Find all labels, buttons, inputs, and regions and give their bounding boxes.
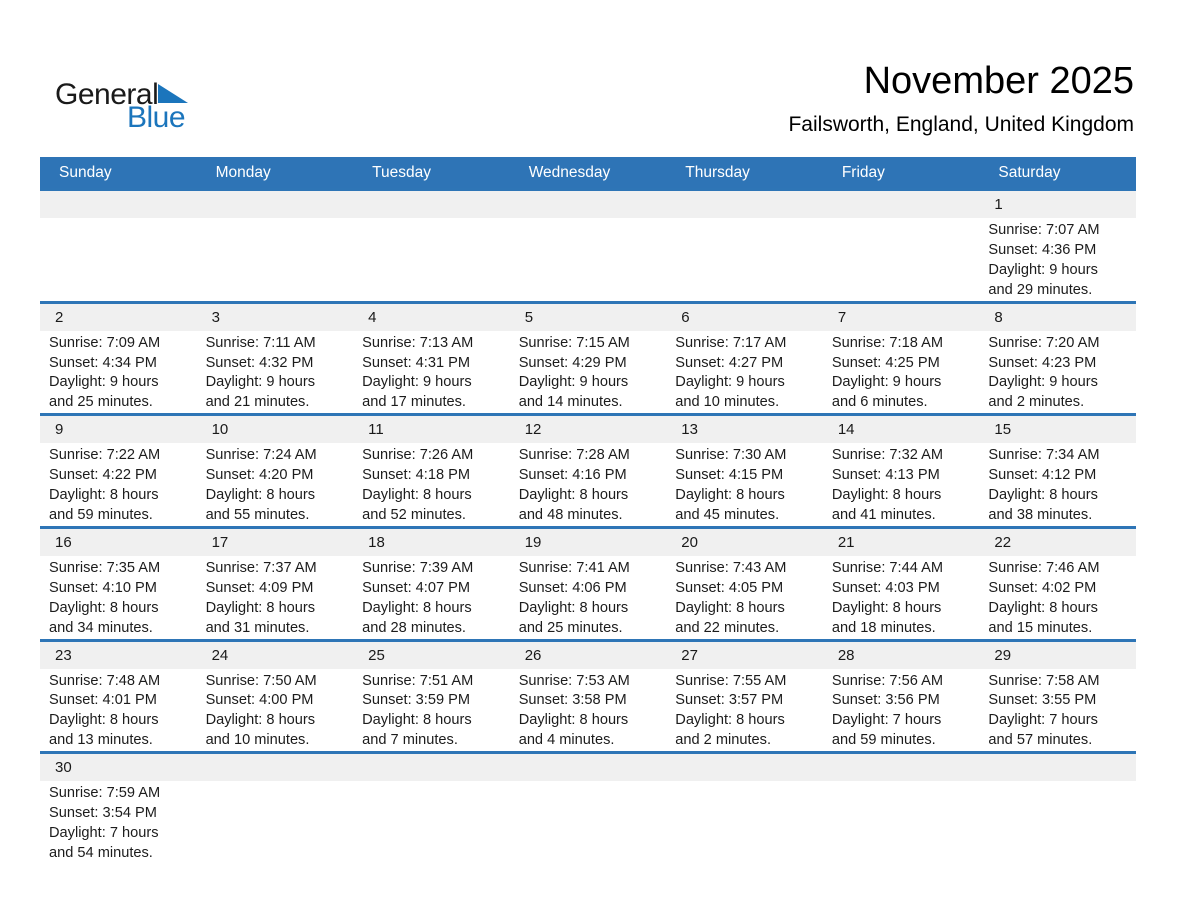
daylight-line-1: Daylight: 7 hours [49,824,159,841]
day-details [40,669,197,752]
day-number: 10 [211,421,229,439]
day-number: 22 [994,533,1012,551]
day-number-band [510,754,667,781]
day-details [510,443,667,526]
daylight-line-2: and 18 minutes. [831,619,936,636]
daylight-line-2: and 59 minutes. [831,732,936,749]
day-number-band [197,191,354,218]
day-number-band [40,416,197,443]
calendar-empty-cell [40,191,197,301]
calendar-day-cell [510,416,667,526]
daylight-line-2: and 10 minutes. [675,394,780,411]
weekday-wednesday: Wednesday [528,163,611,181]
daylight-line-1: Daylight: 9 hours [988,374,1098,391]
sunset-line: Sunset: 4:00 PM [205,692,314,709]
sunrise-line: Sunrise: 7:37 AM [205,559,317,576]
day-number-band [823,529,980,556]
sunrise-line: Sunrise: 7:30 AM [675,447,787,464]
sunset-line: Sunset: 4:01 PM [49,692,157,709]
sunrise-line: Sunrise: 7:17 AM [675,334,787,351]
sunset-line: Sunset: 4:18 PM [362,467,471,484]
sunset-line: Sunset: 4:36 PM [988,241,1097,258]
sunrise-line: Sunrise: 7:15 AM [518,334,630,351]
day-details [40,443,197,526]
day-number-band [353,754,510,781]
sunset-line: Sunset: 4:07 PM [362,579,471,596]
sunset-line: Sunset: 4:03 PM [831,579,940,596]
day-number: 6 [681,308,690,326]
sunrise-line: Sunrise: 7:58 AM [988,672,1100,689]
day-details [979,331,1136,414]
sunrise-line: Sunrise: 7:44 AM [831,559,943,576]
daylight-line-1: Daylight: 8 hours [362,599,472,616]
day-number-band [823,191,980,218]
calendar-empty-cell [353,191,510,301]
day-details [40,331,197,414]
sunrise-line: Sunrise: 7:07 AM [988,222,1100,238]
day-details [510,669,667,752]
day-number-band [979,754,1136,781]
day-details [197,331,354,414]
day-number-band [823,642,980,669]
day-number: 30 [55,759,72,777]
daylight-line-2: and 48 minutes. [518,506,623,523]
sunset-line: Sunset: 4:13 PM [831,467,940,484]
weekday-header [40,157,1136,188]
day-number-band [510,529,667,556]
day-number: 13 [681,421,698,439]
daylight-line-1: Daylight: 9 hours [831,374,942,391]
sunset-line: Sunset: 4:31 PM [362,354,471,371]
daylight-line-1: Daylight: 8 hours [49,712,159,729]
day-number-band [40,642,197,669]
sunrise-line: Sunrise: 7:56 AM [831,672,943,689]
daylight-line-2: and 38 minutes. [988,506,1093,523]
sunset-line: Sunset: 4:15 PM [675,467,784,484]
day-details [510,781,667,784]
day-number: 17 [211,533,229,551]
calendar-day-cell [979,642,1136,752]
calendar-empty-cell [666,191,823,301]
daylight-line-2: and 31 minutes. [205,619,310,636]
day-number: 28 [837,646,855,664]
day-number-band [197,754,354,781]
sunset-line: Sunset: 4:06 PM [518,579,627,596]
day-number-band [353,529,510,556]
daylight-line-2: and 4 minutes. [518,732,615,749]
day-details [823,218,980,221]
day-number-band [979,529,1136,556]
calendar-day-cell [823,642,980,752]
calendar-day-cell [979,191,1136,301]
daylight-line-2: and 25 minutes. [518,619,623,636]
day-details [510,556,667,639]
weekday-tuesday: Tuesday [372,163,432,181]
sunset-line: Sunset: 3:54 PM [49,805,157,822]
daylight-line-1: Daylight: 8 hours [205,599,316,616]
daylight-line-1: Daylight: 9 hours [49,374,159,391]
week-row [40,751,1136,864]
page-subtitle: Failsworth, England, United Kingdom [788,113,1134,136]
day-details [353,218,510,221]
calendar-day-cell [666,304,823,414]
daylight-line-2: and 21 minutes. [205,394,310,411]
calendar-day-cell [40,416,197,526]
sunrise-line: Sunrise: 7:35 AM [49,559,161,576]
daylight-line-1: Daylight: 7 hours [988,712,1098,729]
sunrise-line: Sunrise: 7:18 AM [831,334,943,351]
day-details [353,781,510,784]
calendar-table [40,157,1136,864]
day-number-band [510,191,667,218]
day-details [197,443,354,526]
calendar-day-cell [979,529,1136,639]
day-details [823,669,980,752]
day-details [197,556,354,639]
day-number-band [353,304,510,331]
daylight-line-2: and 14 minutes. [518,394,623,411]
calendar-day-cell [666,529,823,639]
daylight-line-2: and 2 minutes. [675,732,772,749]
day-details [666,331,823,414]
day-number: 7 [837,308,847,326]
calendar-day-cell [666,416,823,526]
day-details [666,443,823,526]
day-number-band [40,191,197,218]
sunrise-line: Sunrise: 7:32 AM [831,447,943,464]
day-number-band [666,304,823,331]
calendar-day-cell [197,529,354,639]
day-number: 12 [524,421,542,439]
day-number-band [510,304,667,331]
day-details [666,218,823,221]
day-number: 21 [837,533,855,551]
daylight-line-1: Daylight: 8 hours [988,487,1098,504]
day-number: 9 [55,421,64,439]
calendar-empty-cell [823,191,980,301]
sunrise-line: Sunrise: 7:24 AM [205,447,317,464]
daylight-line-1: Daylight: 8 hours [49,599,159,616]
daylight-line-1: Daylight: 8 hours [518,712,629,729]
calendar-day-cell [40,304,197,414]
daylight-line-1: Daylight: 8 hours [675,599,785,616]
sunset-line: Sunset: 4:10 PM [49,579,157,596]
day-details [823,443,980,526]
week-row [40,413,1136,526]
day-details [40,781,197,864]
day-details [979,556,1136,639]
calendar-day-cell [823,529,980,639]
daylight-line-2: and 57 minutes. [988,732,1093,749]
day-number-band [666,754,823,781]
weekday-saturday: Saturday [998,163,1061,181]
sunset-line: Sunset: 3:59 PM [362,692,471,709]
daylight-line-1: Daylight: 8 hours [518,487,629,504]
sunrise-line: Sunrise: 7:41 AM [518,559,630,576]
sunrise-line: Sunrise: 7:55 AM [675,672,787,689]
daylight-line-2: and 7 minutes. [362,732,458,749]
daylight-line-2: and 34 minutes. [49,619,153,636]
day-number-band [197,529,354,556]
daylight-line-2: and 17 minutes. [362,394,466,411]
daylight-line-2: and 59 minutes. [49,506,153,523]
sunrise-line: Sunrise: 7:26 AM [362,447,474,464]
sunset-line: Sunset: 4:09 PM [205,579,314,596]
daylight-line-1: Daylight: 8 hours [675,487,785,504]
day-number-band [823,416,980,443]
day-number-band [40,304,197,331]
sunset-line: Sunset: 4:05 PM [675,579,784,596]
sunrise-line: Sunrise: 7:46 AM [988,559,1100,576]
calendar-day-cell [40,529,197,639]
sunrise-line: Sunrise: 7:13 AM [362,334,474,351]
day-number-band [823,754,980,781]
daylight-line-1: Daylight: 8 hours [675,712,785,729]
day-number-band [666,191,823,218]
daylight-line-1: Daylight: 8 hours [362,487,472,504]
calendar-day-cell [197,304,354,414]
day-number: 14 [837,421,855,439]
daylight-line-2: and 15 minutes. [988,619,1093,636]
day-number: 16 [55,533,72,551]
sunset-line: Sunset: 4:12 PM [988,467,1097,484]
daylight-line-2: and 41 minutes. [831,506,936,523]
day-number-band [510,416,667,443]
day-number: 19 [524,533,542,551]
day-number-band [979,642,1136,669]
day-number-band [40,529,197,556]
day-details [823,781,980,784]
daylight-line-1: Daylight: 8 hours [518,599,629,616]
calendar-day-cell [979,416,1136,526]
sunset-line: Sunset: 4:23 PM [988,354,1097,371]
calendar-day-cell [510,304,667,414]
calendar-empty-cell [666,754,823,864]
day-details [666,556,823,639]
calendar-day-cell [666,642,823,752]
daylight-line-1: Daylight: 8 hours [205,712,316,729]
day-number: 20 [681,533,698,551]
daylight-line-1: Daylight: 9 hours [205,374,316,391]
day-number-band [197,416,354,443]
week-row [40,639,1136,752]
day-number: 24 [211,646,229,664]
calendar-empty-cell [823,754,980,864]
logo-blue-text: Blue [127,101,186,134]
day-number-band [510,642,667,669]
calendar-day-cell [40,754,197,864]
day-number: 8 [994,308,1003,326]
calendar-empty-cell [197,191,354,301]
calendar-day-cell [510,529,667,639]
sunrise-line: Sunrise: 7:53 AM [518,672,630,689]
daylight-line-2: and 52 minutes. [362,506,466,523]
day-number-band [979,304,1136,331]
day-details [510,218,667,221]
sunrise-line: Sunrise: 7:11 AM [205,334,316,351]
daylight-line-2: and 6 minutes. [831,394,928,411]
day-details [979,443,1136,526]
day-details [197,781,354,784]
sunset-line: Sunset: 4:34 PM [49,354,157,371]
day-number-band [666,529,823,556]
day-details [979,781,1136,784]
daylight-line-2: and 13 minutes. [49,732,153,749]
day-details [666,781,823,784]
sunset-line: Sunset: 4:22 PM [49,467,157,484]
sunrise-line: Sunrise: 7:43 AM [675,559,787,576]
sunrise-line: Sunrise: 7:50 AM [205,672,317,689]
calendar-day-cell [197,642,354,752]
day-number-band [40,754,197,781]
sunset-line: Sunset: 4:02 PM [988,579,1097,596]
calendar-day-cell [353,304,510,414]
calendar-empty-cell [979,754,1136,864]
day-number-band [353,191,510,218]
daylight-line-1: Daylight: 9 hours [518,374,629,391]
sunset-line: Sunset: 4:27 PM [675,354,784,371]
calendar-empty-cell [353,754,510,864]
calendar-day-cell [197,416,354,526]
sunrise-line: Sunrise: 7:22 AM [49,447,161,464]
calendar-day-cell [40,642,197,752]
calendar-day-cell [353,642,510,752]
calendar-weeks [40,188,1136,864]
sunrise-line: Sunrise: 7:51 AM [362,672,474,689]
week-row [40,188,1136,301]
sunset-line: Sunset: 4:32 PM [205,354,314,371]
daylight-line-2: and 10 minutes. [205,732,310,749]
day-details [823,556,980,639]
day-number: 29 [994,646,1012,664]
sunrise-line: Sunrise: 7:59 AM [49,785,161,802]
sunset-line: Sunset: 3:56 PM [831,692,940,709]
day-number: 3 [211,308,220,326]
day-details [353,443,510,526]
daylight-line-2: and 45 minutes. [675,506,780,523]
sunset-line: Sunset: 4:16 PM [518,467,627,484]
page-title: November 2025 [863,60,1134,102]
calendar-day-cell [979,304,1136,414]
day-number-band [979,191,1136,218]
day-details [979,218,1136,301]
calendar-day-cell [353,416,510,526]
sunset-line: Sunset: 3:55 PM [988,692,1097,709]
sunset-line: Sunset: 3:58 PM [518,692,627,709]
daylight-line-1: Daylight: 8 hours [831,599,942,616]
day-number-band [353,642,510,669]
day-details [197,669,354,752]
sunset-line: Sunset: 4:20 PM [205,467,314,484]
day-number-band [979,416,1136,443]
day-number: 26 [524,646,542,664]
sunset-line: Sunset: 4:29 PM [518,354,627,371]
week-row [40,526,1136,639]
day-details [823,331,980,414]
calendar-day-cell [823,416,980,526]
day-number: 2 [55,308,64,326]
weekday-friday: Friday [841,163,885,181]
day-details [197,218,354,221]
daylight-line-1: Daylight: 9 hours [675,374,785,391]
daylight-line-2: and 55 minutes. [205,506,310,523]
day-number-band [666,416,823,443]
day-number: 15 [994,421,1012,439]
day-number: 27 [681,646,698,664]
day-details [510,331,667,414]
day-number: 4 [368,308,377,326]
sunrise-line: Sunrise: 7:28 AM [518,447,630,464]
calendar-empty-cell [510,191,667,301]
calendar-day-cell [823,304,980,414]
title-block [788,58,1134,137]
daylight-line-2: and 22 minutes. [675,619,780,636]
daylight-line-2: and 2 minutes. [988,394,1085,411]
day-number: 11 [368,421,384,439]
daylight-line-1: Daylight: 8 hours [205,487,316,504]
daylight-line-1: Daylight: 8 hours [988,599,1098,616]
daylight-line-1: Daylight: 9 hours [362,374,472,391]
day-details [353,331,510,414]
calendar-empty-cell [197,754,354,864]
sunrise-line: Sunrise: 7:09 AM [49,334,161,351]
day-number-band [823,304,980,331]
sunset-line: Sunset: 4:25 PM [831,354,940,371]
sunrise-line: Sunrise: 7:34 AM [988,447,1100,464]
daylight-line-2: and 28 minutes. [362,619,466,636]
day-number-band [353,416,510,443]
day-number-band [197,304,354,331]
daylight-line-1: Daylight: 9 hours [988,261,1098,278]
weekday-thursday: Thursday [685,163,750,181]
day-details [979,669,1136,752]
day-number-band [666,642,823,669]
weekday-sunday: Sunday [59,163,112,181]
day-number-band [197,642,354,669]
day-details [353,556,510,639]
daylight-line-1: Daylight: 7 hours [831,712,942,729]
day-details [40,556,197,639]
sunrise-line: Sunrise: 7:48 AM [49,672,161,689]
daylight-line-2: and 25 minutes. [49,394,153,411]
day-number: 23 [55,646,72,664]
day-number: 18 [368,533,385,551]
sunrise-line: Sunrise: 7:39 AM [362,559,474,576]
day-number: 25 [368,646,385,664]
weekday-monday: Monday [215,163,271,181]
daylight-line-1: Daylight: 8 hours [362,712,472,729]
daylight-line-1: Daylight: 8 hours [49,487,159,504]
daylight-line-1: Daylight: 8 hours [831,487,942,504]
daylight-line-2: and 29 minutes. [988,281,1093,298]
calendar-day-cell [353,529,510,639]
day-number: 1 [994,196,1003,213]
day-details [40,218,197,221]
day-details [666,669,823,752]
logo-general-text: General [55,78,159,111]
calendar-day-cell [510,642,667,752]
calendar-empty-cell [510,754,667,864]
sunset-line: Sunset: 3:57 PM [675,692,784,709]
week-row [40,301,1136,414]
sunrise-line: Sunrise: 7:20 AM [988,334,1100,351]
daylight-line-2: and 54 minutes. [49,844,153,861]
day-details [353,669,510,752]
day-number: 5 [524,308,534,326]
